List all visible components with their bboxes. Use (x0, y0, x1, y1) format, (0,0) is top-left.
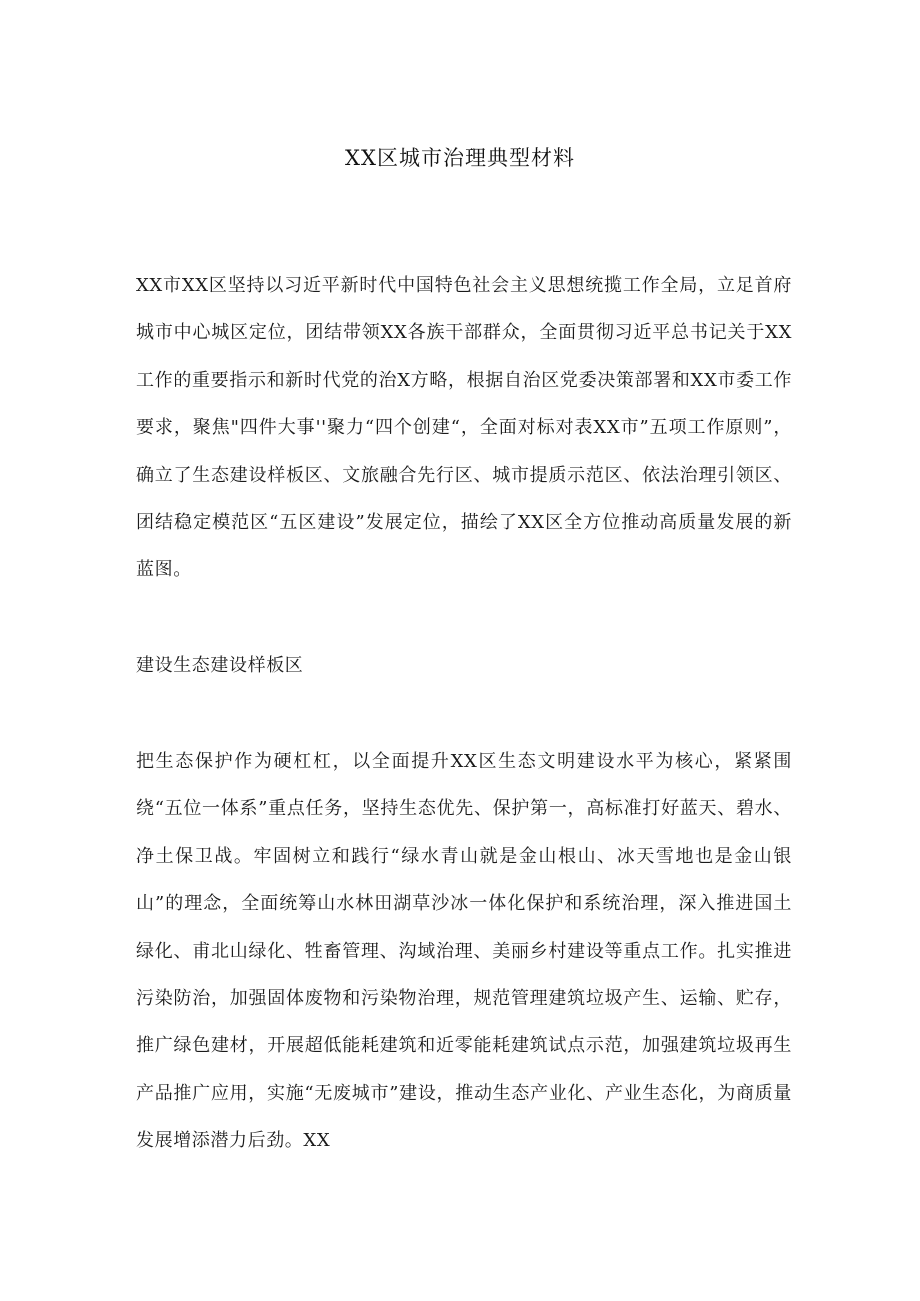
section-heading: 建设生态建设样板区 (136, 655, 304, 676)
section-paragraph: 把生态保护作为硬杠杠，以全面提升XX区生态文明建设水平为核心，紧紧围绕“五位一体系”重点任务，坚持生态优先、保护第一，高标准打好蓝天、碧水、净土保卫战。牢固树立和践行“绿水青山就是金山根山、冰天雪地也是金山银山”的理念，全面统筹山水林田湖草沙冰一体化保护和系统治理，深入推进国土绿化、甫北山绿化、牲畜管理、沟域治理、美丽乡村建设等重点工作。扎实推进污染防治，加强固体废物和污染物治理，规范管理建筑垃圾产生、运输、贮存，推广绿色建材，开展超低能耗建筑和近零能耗建筑试点示范，加强建筑垃圾再生产品推广应用，实施“无废城市”建设，推动生态产业化、产业生态化，为商质量发展增添潜力后劲。XX (136, 751, 792, 1152)
intro-paragraph: XX市XX区坚持以习近平新时代中国特色社会主义思想统揽工作全局，立足首府城市中心城区定位，团结带领XX各族干部群众，全面贯彻习近平总书记关于XX工作的重要指示和新时代党的治X方略，根据自治区党委决策部署和XX市委工作要求，聚焦"四件大事''聚力“四个创建“，全面对标对表XX市”五项工作原则”，确立了生态建设样板区、文旅融合先行区、城市提质示范区、依法治理引领区、团结稳定模范区“五区建设”发展定位，描绘了XX区全方位推动高质量发展的新蓝图。 (136, 275, 792, 581)
document-title: XX区城市治理典型材料 (345, 146, 575, 170)
